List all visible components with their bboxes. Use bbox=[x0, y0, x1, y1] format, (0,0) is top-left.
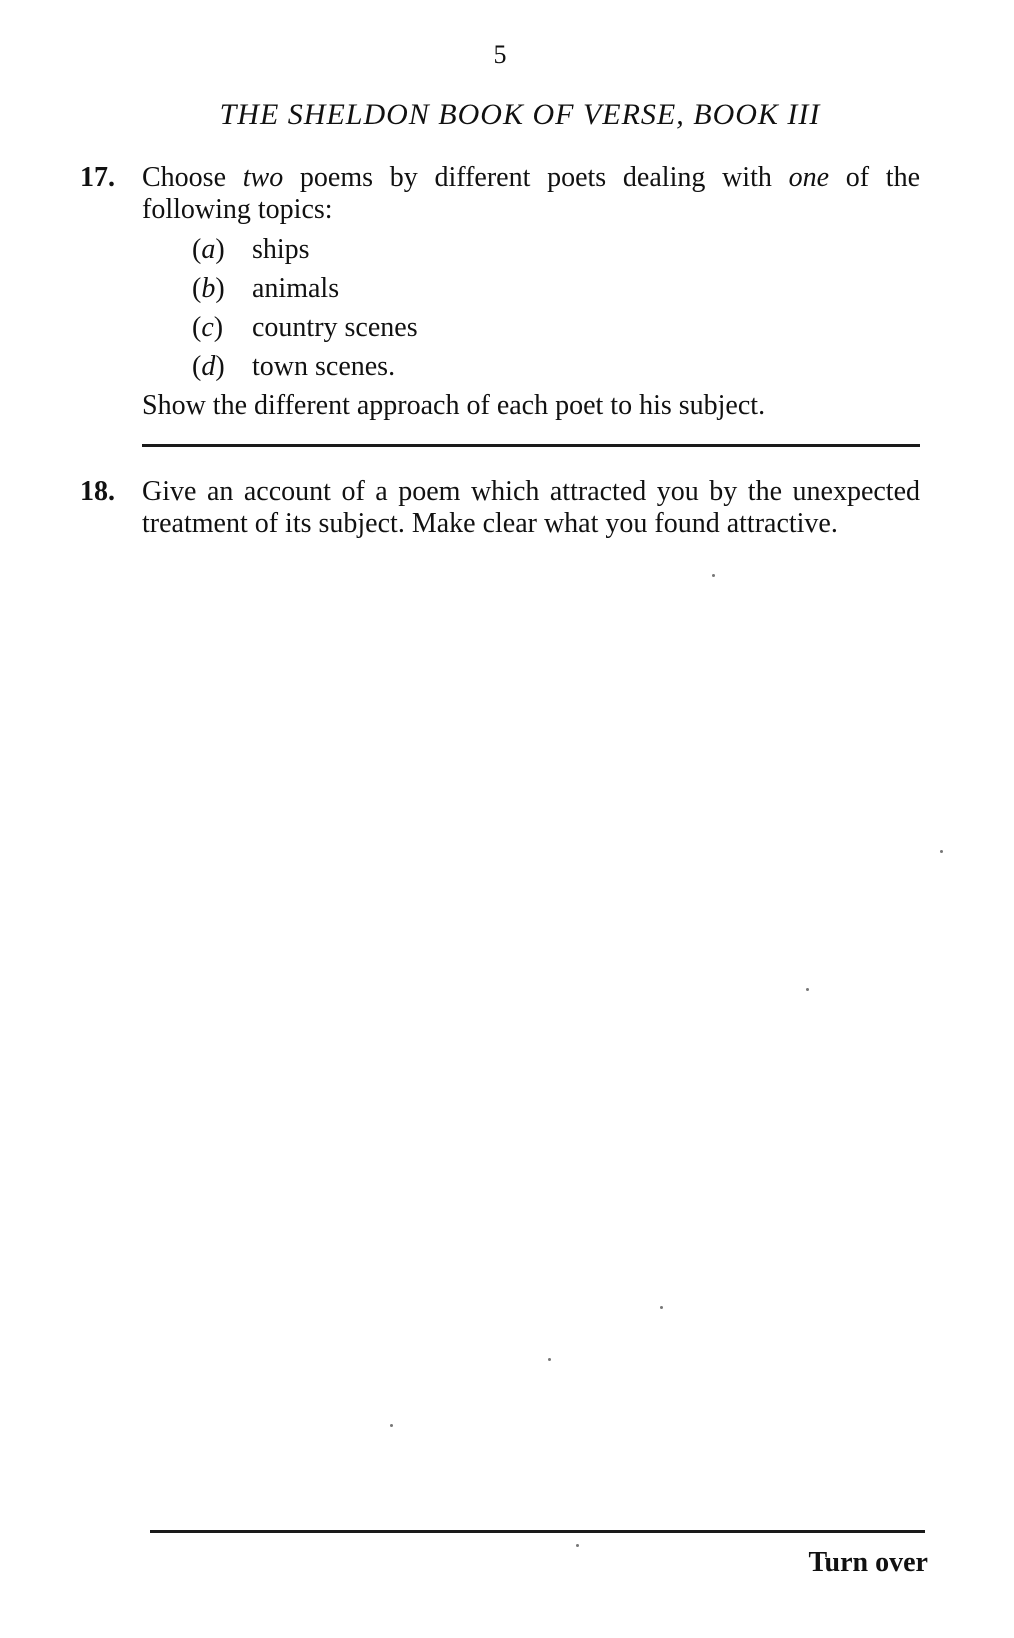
footer-divider bbox=[150, 1530, 925, 1533]
option-letter: (b) bbox=[192, 273, 225, 304]
scan-speck bbox=[940, 850, 943, 853]
option-text: country scenes bbox=[252, 312, 418, 343]
prompt-text: poems by different poets dealing with bbox=[283, 162, 789, 193]
option-text: ships bbox=[252, 234, 310, 265]
option-letter: (a) bbox=[192, 234, 225, 265]
topic-option bbox=[192, 308, 418, 347]
question-instruction: Show the different approach of each poet to his subject. bbox=[142, 390, 766, 421]
option-text: animals bbox=[252, 273, 340, 304]
topic-option bbox=[192, 269, 418, 308]
scan-speck bbox=[660, 1306, 663, 1309]
option-letter: (d) bbox=[192, 351, 225, 382]
scan-speck bbox=[390, 1424, 393, 1427]
topic-option bbox=[192, 347, 418, 386]
option-text: town scenes. bbox=[252, 351, 396, 382]
scan-speck bbox=[806, 988, 809, 991]
question-number: 18. bbox=[80, 476, 115, 507]
prompt-emphasis: one bbox=[788, 162, 830, 193]
question-prompt: Give an account of a poem which attracted you by the unexpected treatment of its subject. Make clear what you found attractive. bbox=[142, 476, 920, 539]
scan-speck bbox=[548, 1358, 551, 1361]
topic-option bbox=[192, 230, 418, 269]
question-prompt bbox=[142, 162, 920, 226]
scan-speck bbox=[712, 574, 715, 577]
section-divider bbox=[142, 444, 920, 447]
prompt-text: Choose bbox=[142, 162, 243, 193]
option-letter: (c) bbox=[192, 312, 224, 343]
prompt-emphasis: two bbox=[242, 162, 284, 193]
page-number: 5 bbox=[493, 40, 507, 69]
scan-speck bbox=[576, 1544, 579, 1547]
turn-over-label: Turn over bbox=[808, 1547, 928, 1578]
question-number: 17. bbox=[80, 162, 115, 193]
topic-options bbox=[192, 230, 418, 386]
prompt-text: of the following topics: bbox=[142, 162, 921, 225]
section-title: THE SHELDON BOOK OF VERSE, BOOK III bbox=[219, 98, 821, 131]
